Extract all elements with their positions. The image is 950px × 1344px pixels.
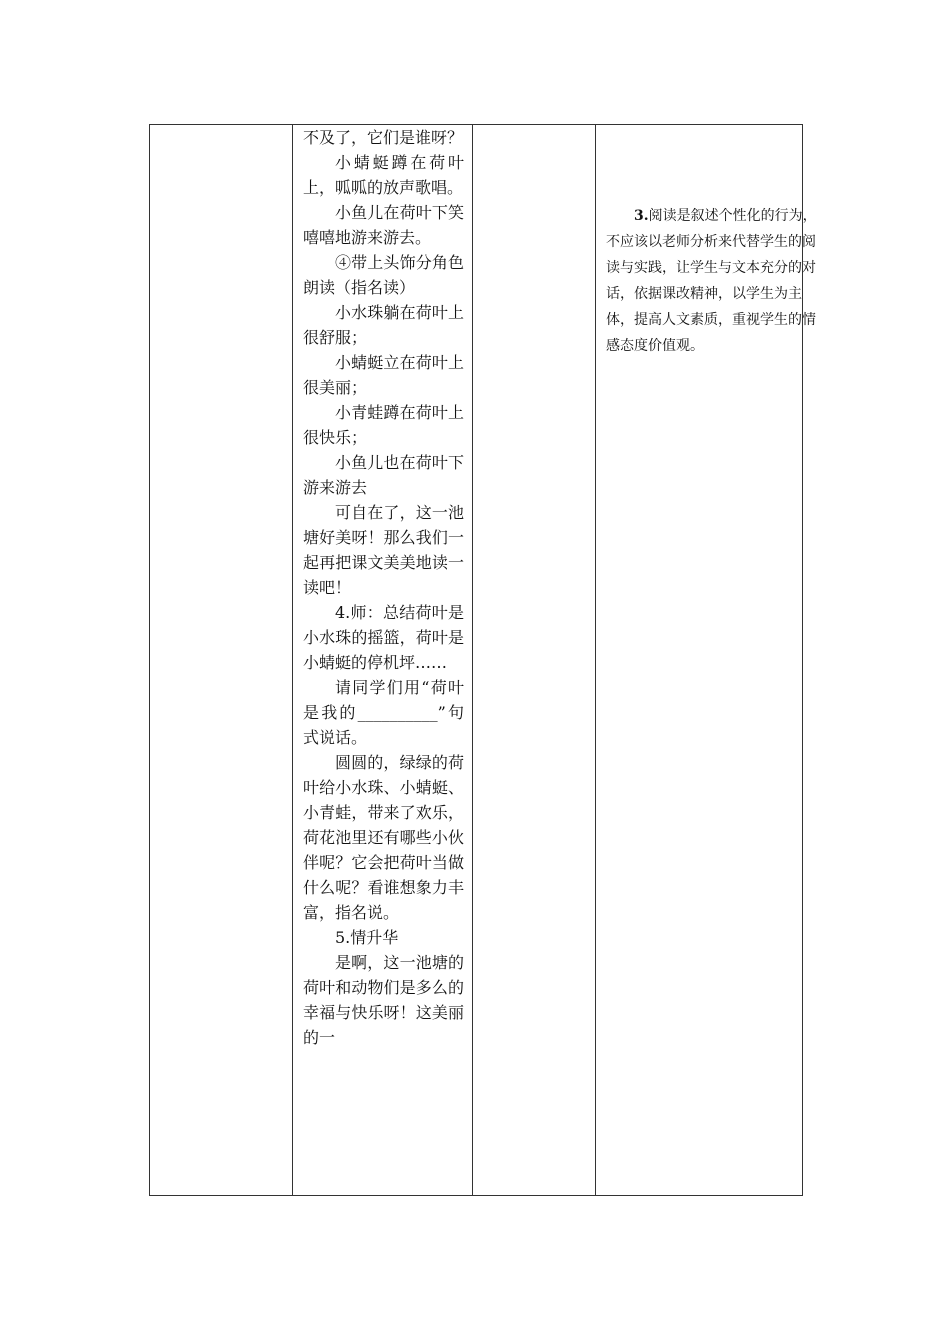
paragraph: 不及了，它们是谁呀？	[303, 128, 464, 147]
table-cell-design-note	[596, 125, 817, 1196]
paragraph: 小蜻蜓蹲在荷叶上，呱呱的放声歌唱。	[303, 153, 464, 197]
paragraph: 小鱼儿在荷叶下笑嘻嘻地游来游去。	[303, 203, 464, 247]
table-row	[150, 125, 803, 1196]
teaching-process-text	[293, 125, 472, 1050]
paragraph: ④带上头饰分角色朗读（指名读）	[303, 253, 464, 297]
paragraph: 可自在了，这一池塘好美呀！那么我们一起再把课文美美地读一读吧！	[303, 503, 464, 597]
paragraph: 小水珠躺在荷叶上很舒服；	[303, 303, 464, 347]
paragraph: 小鱼儿也在荷叶下游来游去	[303, 453, 464, 497]
table-cell-empty-middle	[473, 125, 596, 1196]
lesson-plan-table	[149, 124, 817, 1196]
note-text: 阅读是叙述个性化的行为，不应该以老师分析来代替学生的阅读与实践，让学生与文本充分的对话，依据课改精神，以学生为主体，提高人文素质，重视学生的情感态度价值观。	[606, 208, 817, 354]
paragraph: 4.师：总结荷叶是小水珠的摇篮，荷叶是小蜻蜓的停机坪……	[303, 603, 464, 672]
design-note	[596, 125, 818, 359]
note-number: 3.	[634, 208, 649, 224]
paragraph: 小青蛙蹲在荷叶上很快乐；	[303, 403, 464, 447]
paragraph: 请同学们用“荷叶是我的__________”句式说话。	[303, 678, 464, 747]
paragraph: 是啊，这一池塘的荷叶和动物们是多么的幸福与快乐呀！这美丽的一	[303, 953, 464, 1047]
table-cell-empty-left	[150, 125, 293, 1196]
paragraph: 5.情升华	[335, 928, 399, 947]
paragraph: 圆圆的，绿绿的荷叶给小水珠、小蜻蜓、小青蛙，带来了欢乐，荷花池里还有哪些小伙伴呢？它会把荷叶当做什么呢？看谁想象力丰富，指名说。	[303, 753, 464, 922]
table-cell-teaching-process	[293, 125, 473, 1196]
paragraph: 小蜻蜓立在荷叶上很美丽；	[303, 353, 464, 397]
